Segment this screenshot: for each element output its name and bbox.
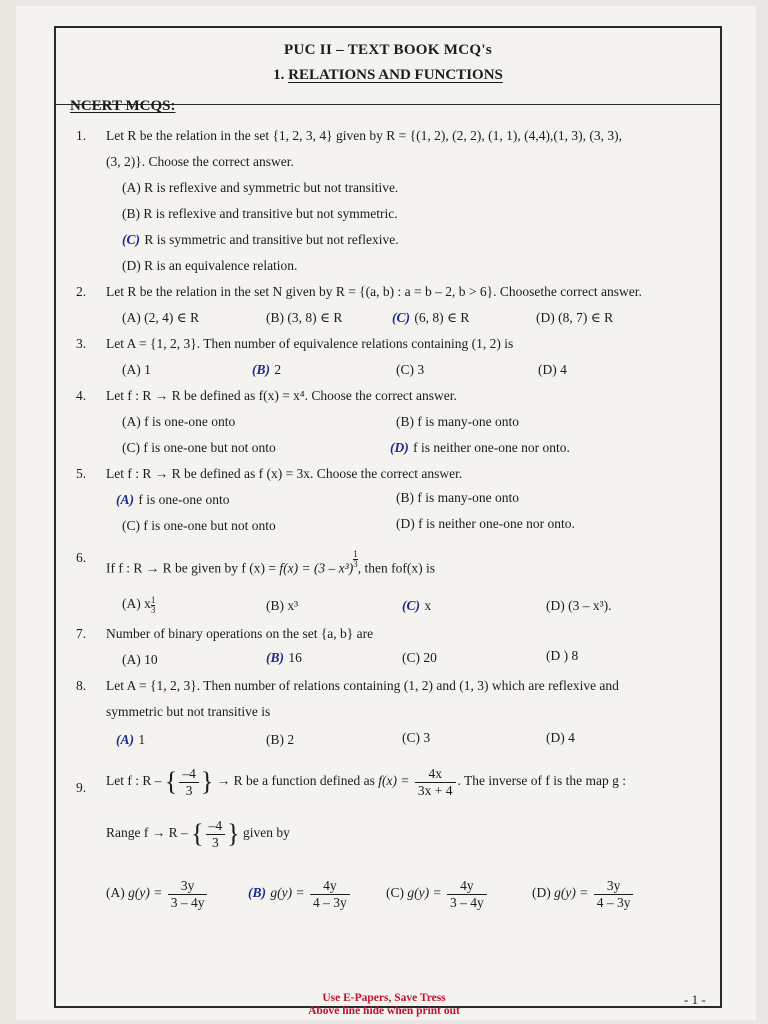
option-a <box>122 596 155 615</box>
fraction-numerator: 3y <box>594 878 634 895</box>
option-a: (A) 1 <box>122 362 151 377</box>
option-lhs: g(y) = <box>407 885 442 901</box>
option-text: f is one-one onto <box>138 492 230 507</box>
question-number: 5. <box>76 466 87 481</box>
tick-mark: (D) <box>390 440 409 455</box>
option-c: (C) f is one-one but not onto <box>122 440 276 455</box>
brace-close: } <box>200 767 214 797</box>
tick-mark: (A) <box>116 492 134 507</box>
question-number: 7. <box>76 626 87 641</box>
fraction-denominator: 3 <box>185 782 193 798</box>
fraction-numerator: –4 <box>179 766 199 783</box>
option-fraction <box>447 878 487 910</box>
fraction-value: 4 <box>189 766 196 781</box>
tick-mark: (A) <box>116 732 134 747</box>
option-d: (D) (8, 7) ∈ R <box>536 310 614 325</box>
section-heading: NCERT MCQS: <box>70 98 176 114</box>
option-d: (D) 4 <box>546 730 575 745</box>
fraction-numerator: –4 <box>206 818 226 835</box>
question-number: 4. <box>76 388 87 403</box>
chapter-title <box>56 67 720 84</box>
option-b: (B) 2 <box>266 732 295 747</box>
option-text: (6, 8) ∈ R <box>414 310 470 325</box>
option-lhs: g(y) = <box>128 885 163 901</box>
brace-open: { <box>164 767 178 797</box>
exponent-denominator: 3 <box>353 559 358 569</box>
option-d <box>532 878 635 910</box>
option-text: 16 <box>288 650 302 665</box>
option-a <box>106 878 209 910</box>
page-frame <box>54 26 722 1008</box>
option-b <box>266 650 302 666</box>
tick-mark: (B) <box>248 885 266 901</box>
option-c: (C) 3 <box>396 362 425 377</box>
option-label: (D) <box>532 885 551 901</box>
option-d: (D) f is neither one-one nor onto. <box>396 516 575 531</box>
fraction-denominator: 4 – 3y <box>596 894 631 910</box>
question-number: 3. <box>76 336 87 351</box>
question-number: 1. <box>76 128 87 143</box>
fraction-denominator: 3x + 4 <box>417 782 453 798</box>
set-fraction <box>206 818 226 850</box>
brace-open: { <box>191 819 204 849</box>
tick-mark: (C) <box>402 598 420 613</box>
option-a: (A) 10 <box>122 652 158 667</box>
question-text-part: , then fof(x) is <box>357 560 435 576</box>
option-b <box>248 878 352 910</box>
footer-print-note: Above line hide when print out <box>308 1005 460 1017</box>
option-lhs: g(y) = <box>554 885 589 901</box>
question-number: 6. <box>76 550 87 565</box>
option-a <box>116 732 145 748</box>
tick-mark: (C) <box>122 232 140 247</box>
exponent-numerator: 1 <box>353 549 358 559</box>
question-text-part: . The inverse of f is the map g : <box>457 773 626 789</box>
question-text-part: given by <box>242 825 290 841</box>
option-d: (D) 4 <box>538 362 567 377</box>
question-number: 9. <box>76 780 87 795</box>
function-fraction <box>415 766 456 798</box>
option-c: (C) 3 <box>402 730 431 745</box>
option-b: (B) f is many-one onto <box>396 414 519 429</box>
question-text: Let A = {1, 2, 3}. Then number of equivalence relations containing (1, 2) is <box>106 336 514 351</box>
option-text: R is symmetric and transitive but not reflexive. <box>144 232 399 247</box>
option-a: (A) R is reflexive and symmetric but not transitive. <box>122 180 399 195</box>
question-text: Let R be the relation in the set {1, 2, 3, 4} given by R = {(1, 2), (2, 2), (1, 1), (4,4),(1, 3), (3, 3), <box>106 128 622 143</box>
function-label: f(x) = <box>378 773 410 789</box>
option-fraction <box>168 878 208 910</box>
question-text-part: → R be a function defined as <box>216 773 375 789</box>
option-d: (D) (3 – x³). <box>546 598 612 613</box>
fraction-numerator: 3y <box>168 878 208 895</box>
question-text-part: If f : R → R be given by f (x) = <box>106 560 280 576</box>
set-fraction <box>179 766 199 798</box>
option-b: (B) x³ <box>266 598 299 613</box>
option-label: (C) <box>386 885 404 901</box>
option-b: (B) R is reflexive and transitive but not symmetric. <box>122 206 398 221</box>
option-c: (C) 20 <box>402 650 437 665</box>
exponent-numerator: 1 <box>150 595 156 605</box>
option-c <box>392 310 469 326</box>
page-number: - 1 - <box>684 992 706 1007</box>
page-header <box>56 42 720 84</box>
tick-mark: (C) <box>392 310 410 325</box>
question-text-cont: (3, 2)}. Choose the correct answer. <box>106 154 294 169</box>
question-text: Let f : R → R be defined as f(x) = x⁴. Choose the correct answer. <box>106 388 457 403</box>
option-text: 2 <box>274 362 282 377</box>
chapter-number: 1. <box>273 67 285 83</box>
option-c <box>402 598 431 614</box>
question-number: 8. <box>76 678 87 693</box>
option-text: x <box>424 598 432 613</box>
option-lhs: g(y) = <box>270 885 305 901</box>
option-b: (B) f is many-one onto <box>396 490 519 505</box>
footer-note: Use E-Papers, Save Tress <box>322 992 446 1004</box>
option-c: (C) f is one-one but not onto <box>122 518 276 533</box>
function-expression: f(x) = (3 – x³) <box>279 560 354 576</box>
option-d <box>390 440 570 456</box>
option-d: (D) R is an equivalence relation. <box>122 258 298 273</box>
chapter-name: RELATIONS AND FUNCTIONS <box>288 67 503 83</box>
option-d: (D ) 8 <box>546 648 579 663</box>
option-c <box>122 232 399 248</box>
fraction-numerator: 4y <box>310 878 350 895</box>
question-text-part: Range f → R – <box>106 825 188 841</box>
question-text <box>106 550 706 577</box>
question-text: Let f : R → R be defined as f (x) = 3x. Choose the correct answer. <box>106 466 463 481</box>
question-text-cont <box>106 818 706 850</box>
page-title: PUC II – TEXT BOOK MCQ's <box>284 42 492 58</box>
option-c <box>386 878 489 910</box>
exponent-denominator: 3 <box>150 605 156 615</box>
question-text-cont: symmetric but not transitive is <box>106 704 271 719</box>
fraction-denominator: 3 – 4y <box>449 894 484 910</box>
option-text: 1 <box>138 732 146 747</box>
tick-mark: (B) <box>266 650 284 665</box>
fraction-denominator: 3 <box>211 834 219 850</box>
option-a: (A) (2, 4) ∈ R <box>122 310 200 325</box>
fraction-value: 4 <box>215 818 223 833</box>
option-text: f is neither one-one nor onto. <box>413 440 570 455</box>
option-a: (A) f is one-one onto <box>122 414 236 429</box>
question-number: 2. <box>76 284 87 299</box>
option-fraction <box>310 878 350 910</box>
option-a <box>116 492 229 508</box>
option-b <box>252 362 281 378</box>
option-label: (A) <box>106 885 125 901</box>
question-text: Let A = {1, 2, 3}. Then number of relations containing (1, 2) and (1, 3) which are reflexive and <box>106 678 619 693</box>
question-text: Let R be the relation in the set N given by R = {(a, b) : a = b – 2, b > 6}. Choosethe correct answer. <box>106 284 642 299</box>
brace-close: } <box>227 819 240 849</box>
option-text: (A) x <box>122 596 151 611</box>
fraction-denominator: 3 – 4y <box>170 894 205 910</box>
exponent-fraction <box>151 596 156 615</box>
fraction-numerator: 4x <box>415 766 456 783</box>
fraction-numerator: 4y <box>447 878 487 895</box>
paper-sheet <box>16 6 756 1020</box>
tick-mark: (B) <box>252 362 270 377</box>
fraction-denominator: 4 – 3y <box>312 894 347 910</box>
option-b: (B) (3, 8) ∈ R <box>266 310 343 325</box>
option-fraction <box>594 878 634 910</box>
question-text <box>106 766 706 798</box>
question-text: Number of binary operations on the set {a, b} are <box>106 626 374 641</box>
question-text-part: Let f : R – <box>106 773 162 789</box>
